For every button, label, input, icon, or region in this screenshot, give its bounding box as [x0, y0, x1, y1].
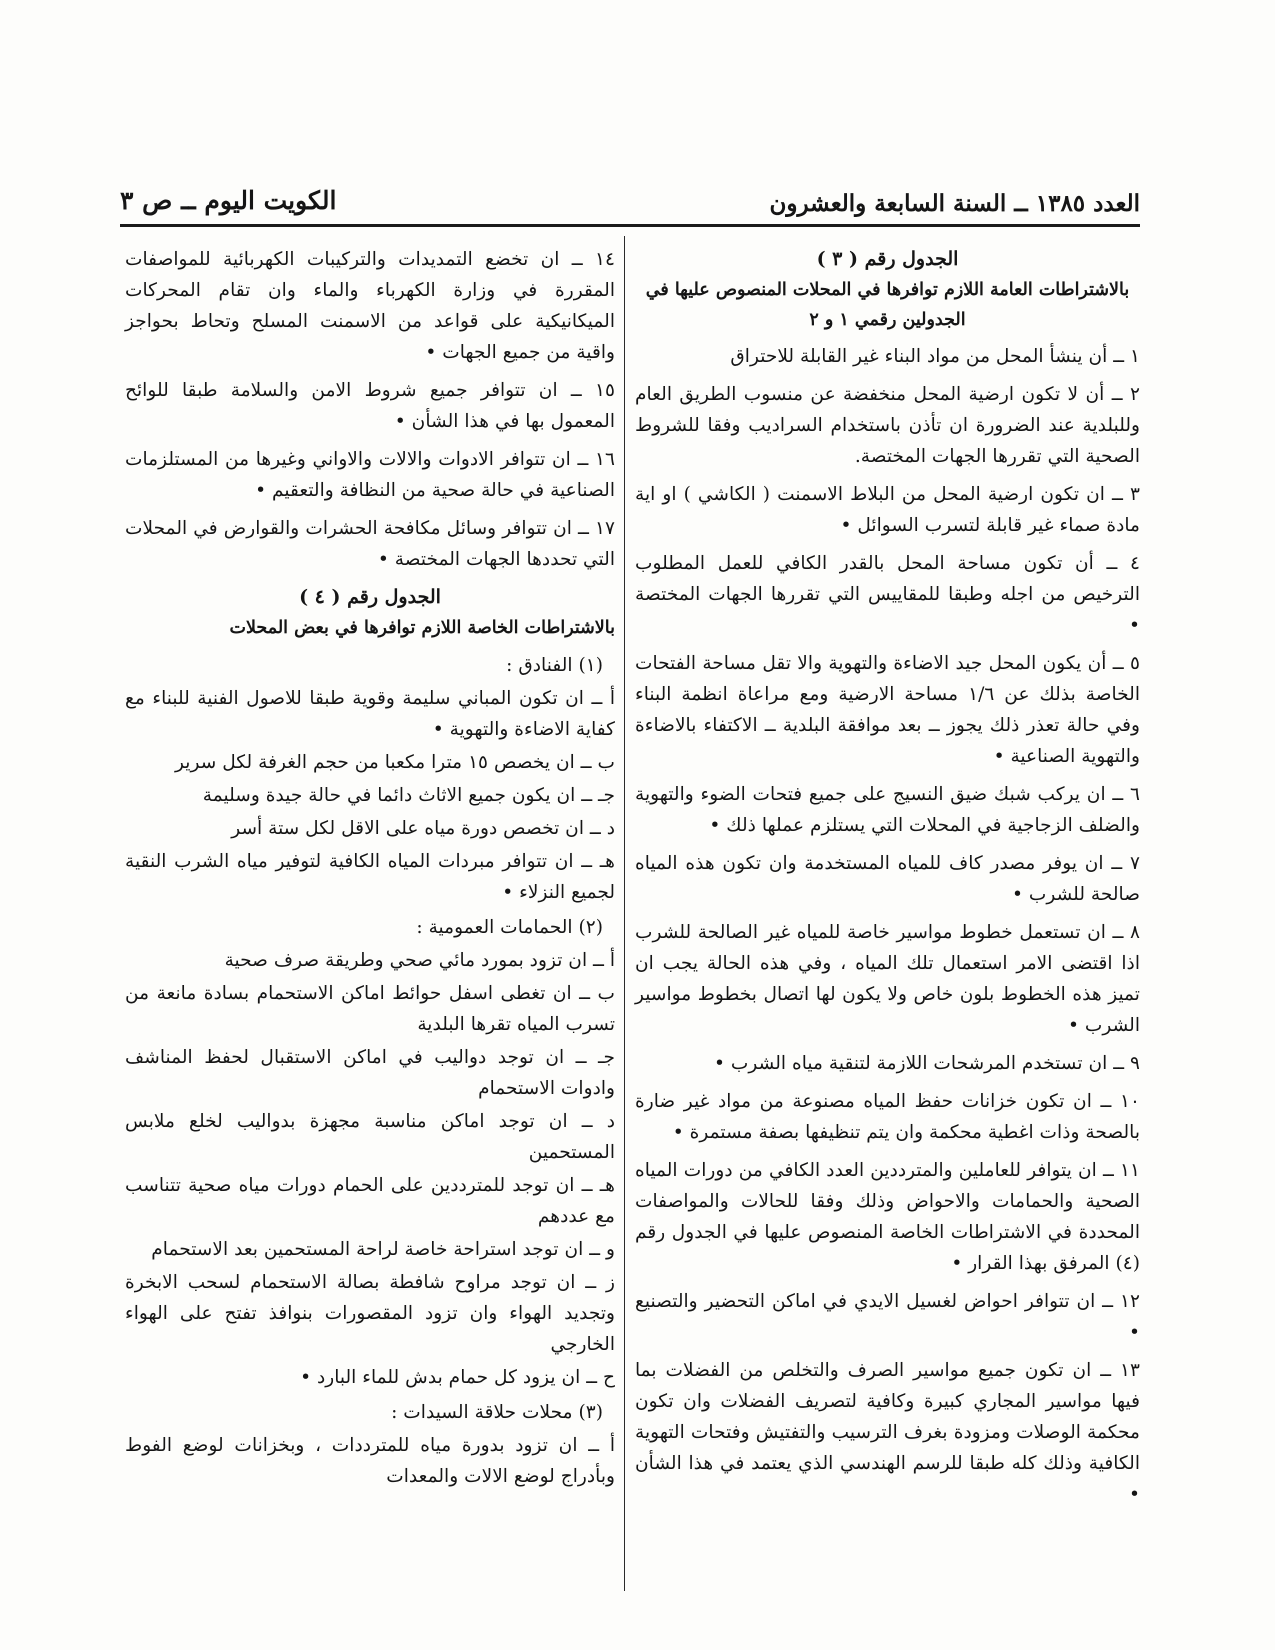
table3-item: ١٧ ــ ان تتوافر وسائل مكافحة الحشرات والقوارض في المحلات التي تحددها الجهات المختصة • [125, 518, 615, 570]
table4-item: هـ ــ ان توجد للمترددين على الحمام دورات مياه صحية تتناسب مع عددهم [125, 1175, 615, 1227]
table3-item: ١١ ــ ان يتوافر للعاملين والمترددين العدد الكافي من دورات المياه الصحية والحمامات والاحواض وذلك وفقا للحالات والمواصفات المحددة في الاشتراطات الخاصة المنصوص عليها في الجدول رقم (٤) المرفق بهذا القرار • [635, 1160, 1140, 1274]
table4-item: جـ ــ ان توجد دواليب في اماكن الاستقبال لحفظ المناشف وادوات الاستحمام [125, 1047, 615, 1099]
table3-item: ٣ ــ ان تكون ارضية المحل من البلاط الاسمنت ( الكاشي ) او اية مادة صماء غير قابلة لتسرب السوائل • [635, 484, 1140, 536]
newspaper-page-label: الكويت اليوم ــ ص ٣ [120, 186, 337, 215]
table3-item: ٩ ــ ان تستخدم المرشحات اللازمة لتنقية مياه الشرب • [714, 1053, 1140, 1074]
table4-item: ب ــ ان يخصص ١٥ مترا مكعبا من حجم الغرفة لكل سرير [175, 752, 615, 773]
table3-item: ١ ــ أن ينشأ المحل من مواد البناء غير القابلة للاحتراق [730, 346, 1140, 367]
table4-item: ب ــ ان تغطى اسفل حوائط اماكن الاستحمام بسادة مانعة من تسرب المياه تقرها البلدية [125, 983, 615, 1035]
section-heading-hotels: (١) الفنادق : [506, 655, 603, 676]
table4-item: أ ــ ان تزود بمورد مائي صحي وطريقة صرف صحية [224, 950, 615, 971]
table3-item: ١٢ ــ ان تتوافر احواض لغسيل الايدي في اماكن التحضير والتصنيع • [635, 1291, 1140, 1343]
table4-item: هـ ــ ان تتوافر مبردات المياه الكافية لتوفير مياه الشرب النقية لجميع النزلاء • [125, 851, 615, 903]
table4-item: و ــ ان توجد استراحة خاصة لراحة المستحمين بعد الاستحمام [151, 1239, 615, 1260]
table4-item: أ ــ ان تكون المباني سليمة وقوية طبقا للاصول الفنية للبناء مع كفاية الاضاءة والتهوية • [125, 688, 615, 740]
table3-item: ١٥ ــ ان تتوافر جميع شروط الامن والسلامة طبقا للوائح المعمول بها في هذا الشأن • [125, 380, 615, 432]
table4-subtitle: بالاشتراطات الخاصة اللازم توافرها في بعض المحلات [229, 618, 615, 638]
page-header [120, 180, 1140, 227]
table3-item: ١٦ ــ ان تتوافر الادوات والالات والاواني وغيرها من المستلزمات الصناعية في حالة صحية من النظافة والتعقيم • [125, 449, 615, 501]
table3-item: ٥ ــ أن يكون المحل جيد الاضاءة والتهوية والا تقل مساحة الفتحات الخاصة بذلك عن ١/٦ مساحة الارضية ومع مراعاة انظمة البناء وفي حالة تعذر ذلك يجوز ــ بعد موافقة البلدية ــ الاكتفاء بالاضاءة والتهوية الصناعية • [635, 653, 1140, 767]
table3-item: ٨ ــ ان تستعمل خطوط مواسير خاصة للمياه غير الصالحة للشرب اذا اقتضى الامر استعمال تلك المياه ، وفي هذه الحالة يجب ان تميز هذه الخطوط بلون خاص ولا يكون لها اتصال بخطوط مواسير الشرب • [635, 922, 1140, 1036]
table3-item: ٧ ــ ان يوفر مصدر كاف للمياه المستخدمة وان تكون هذه المياه صالحة للشرب • [635, 853, 1140, 905]
table4-title: الجدول رقم ( ٤ ) [299, 586, 441, 608]
table3-item: ٦ ــ ان يركب شبك ضيق النسيج على جميع فتحات الضوء والتهوية والضلف الزجاجية في المحلات التي يستلزم عملها ذلك • [635, 784, 1140, 836]
section-heading-ladies-salons: (٣) محلات حلاقة السيدات : [391, 1402, 603, 1423]
right-column [635, 244, 1140, 1517]
table3-item: ١٤ ــ ان تخضع التمديدات والتركيبات الكهربائية للمواصفات المقررة في وزارة الكهرباء والماء وان تقام المحركات الميكانيكية على قواعد من الاسمنت المسلح وتحاط بحواجز واقية من جميع الجهات • [125, 249, 615, 363]
table4-item: ح ــ ان يزود كل حمام بدش للماء البارد • [300, 1367, 615, 1388]
table4-item: جـ ــ ان يكون جميع الاثاث دائما في حالة جيدة وسليمة [202, 785, 615, 806]
section-heading-public-baths: (٢) الحمامات العمومية : [416, 917, 603, 938]
table4-item: أ ــ ان تزود بدورة مياه للمترددات ، وبخزانات لوضع الفوط وبأدراج لوضع الالات والمعدات [125, 1435, 615, 1487]
table3-subtitle: بالاشتراطات العامة اللازم توافرها في المحلات المنصوص عليها في الجدولين رقمي ١ و ٢ [645, 280, 1130, 330]
table3-item: ١٠ ــ ان تكون خزانات حفظ المياه مصنوعة من مواد غير ضارة بالصحة وذات اغطية محكمة وان يتم تنظيفها بصفة مستمرة • [635, 1091, 1140, 1143]
table3-title: الجدول رقم ( ٣ ) [816, 248, 959, 270]
table4-item: ز ــ ان توجد مراوح شافطة بصالة الاستحمام لسحب الابخرة وتجديد الهواء وان تزود المقصورات بنوافذ تفتح على الهواء الخارجي [125, 1272, 615, 1355]
issue-label: العدد ١٣٨٥ ــ السنة السابعة والعشرون [769, 190, 1140, 217]
table4-item: د ــ ان تخصص دورة مياه على الاقل لكل ستة أسر [231, 818, 615, 839]
table4-item: د ــ ان توجد اماكن مناسبة مجهزة بدواليب لخلع ملابس المستحمين [125, 1111, 615, 1163]
column-divider [624, 236, 625, 1591]
table3-item: ٢ ــ أن لا تكون ارضية المحل منخفضة عن منسوب الطريق العام وللبلدية عند الضرورة ان تأذن باستخدام السراديب وفقا للشروط الصحية التي تقررها الجهات المختصة. [635, 384, 1140, 467]
table3-item: ٤ ــ أن تكون مساحة المحل بالقدر الكافي للعمل المطلوب الترخيص من اجله وطبقا للمقاييس التي تقررها الجهات المختصة • [635, 553, 1140, 636]
left-column [125, 244, 615, 1494]
table3-item: ١٣ ــ ان تكون جميع مواسير الصرف والتخلص من الفضلات بما فيها مواسير المجاري كبيرة وكافية لتصريف الفضلات وان تكون محكمة الوصلات ومزودة بغرف الترسيب والتفتيش وفتحات التهوية الكافية وذلك كله طبقا للرسم الهندسي الذي يعتمد في هذا الشأن • [635, 1360, 1140, 1505]
